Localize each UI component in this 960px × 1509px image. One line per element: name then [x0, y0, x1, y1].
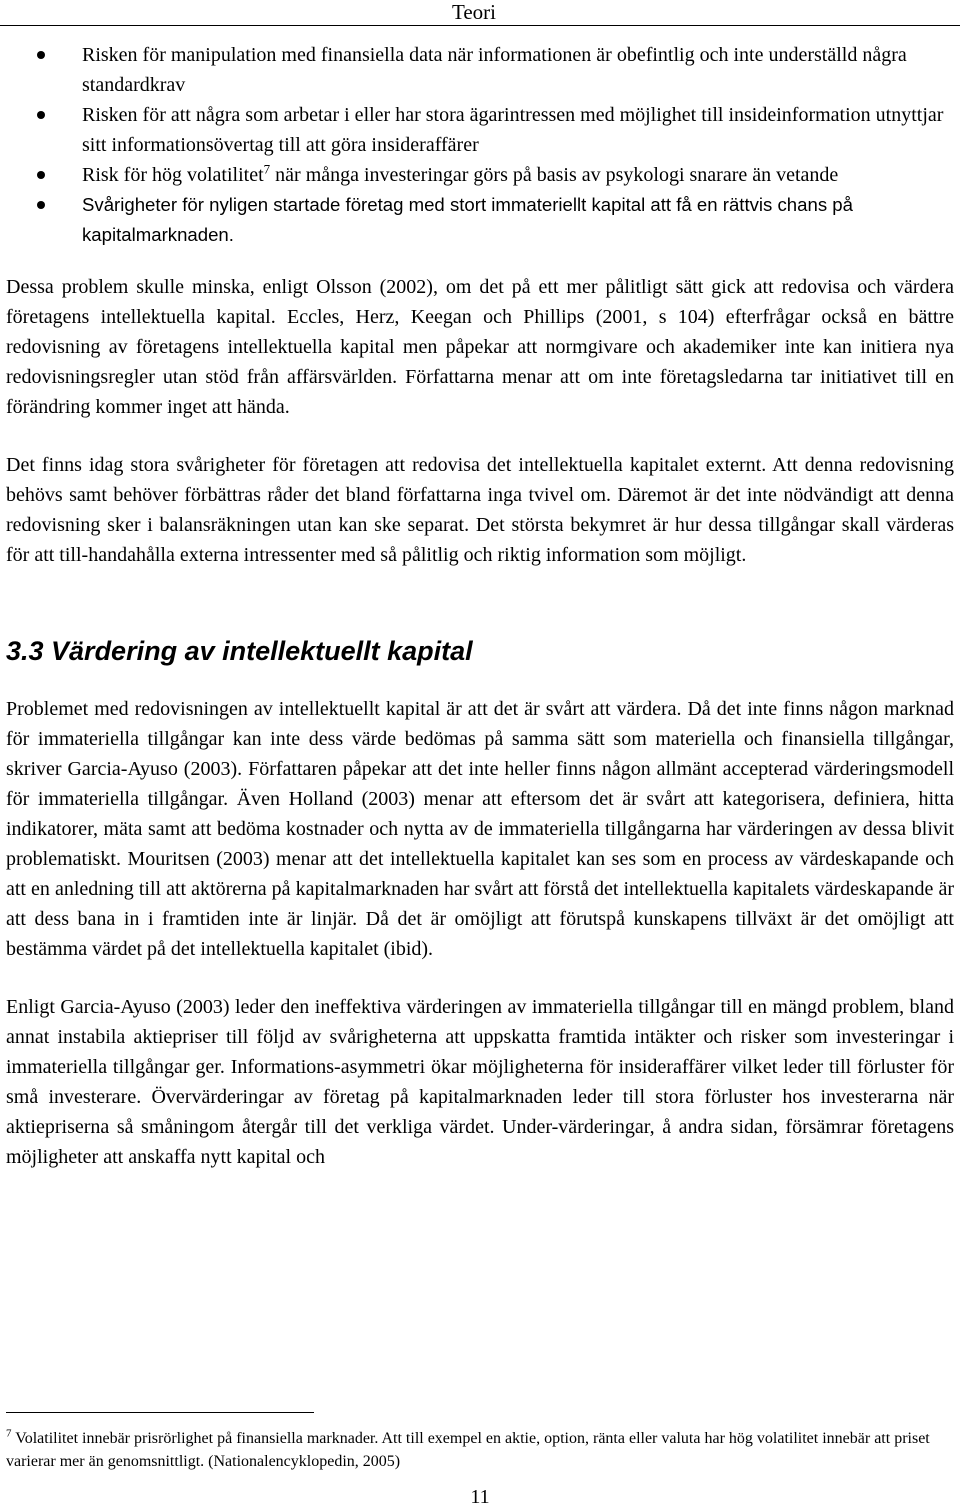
- bullet-text: Risken för manipulation med finansiella data när informationen är obefintlig och inte underställd några standardkrav: [82, 44, 907, 96]
- footnote-reference[interactable]: 7: [263, 161, 271, 177]
- body-paragraph: Dessa problem skulle minska, enligt Olsson (2002), om det på ett mer pålitligt sätt gick att redovisa och värdera företagens intellektuella kapital. Eccles, Herz, Keegan och Phillips (2001, s 104) efterfrågar också en bättre redovisning av företagens intellektuella kapital men påpekar att normgivare och akademiker inte kan initiera nya redovisningsregler utan stöd från affärsvärlden. Författarna menar att om inte företagsledarna tar initiativet till en förändring kommer inget att hända.: [6, 276, 954, 418]
- footnote-number: 7: [6, 1427, 12, 1440]
- footnote: [6, 1427, 954, 1473]
- bullet-text: Svårigheter för nyligen startade företag med stort immateriellt kapital att få en rättvis chans på kapitalmarknaden.: [82, 194, 853, 245]
- body-paragraph: Det finns idag stora svårigheter för företagen att redovisa det intellektuella kapitalet externt. Att denna redovisning behövs samt behöver förbättras råder det bland författarna inga tvivel om. Däremot är det inte nödvändigt att denna redovisning sker i balansräkningen utan kan ske separat. Det största bekymret är hur dessa tillgångar skall värderas för att till-handahålla externa intressenter med så pålitlig och riktig information som möjligt.: [6, 454, 954, 566]
- bullet-dot-icon: [37, 111, 45, 119]
- bullet-item: [6, 160, 954, 190]
- bullet-item: [6, 100, 954, 160]
- bullet-dot-icon: [37, 51, 45, 59]
- bullet-dot-icon: [37, 171, 45, 179]
- header-title: Teori: [451, 0, 496, 24]
- bullet-text-continued: när många investeringar görs på basis av psykologi snarare än vetande: [270, 164, 839, 186]
- bullet-list: [6, 40, 954, 250]
- bullet-item: [6, 190, 954, 250]
- page-content: [6, 40, 954, 1172]
- footnote-text: Volatilitet innebär prisrörlighet på finansiella marknader. Att till exempel en aktie, option, ränta eller valuta har hög volatilitet innebär att priset varierar mer än genomsnittligt. (Nationalencyklopedin, 2005): [6, 1430, 930, 1470]
- bullet-dot-icon: [37, 201, 45, 209]
- bullet-text: Risk för hög volatilitet: [82, 164, 264, 186]
- section-heading: 3.3 Värdering av intellektuellt kapital: [6, 636, 473, 666]
- footnote-divider: [6, 1412, 314, 1413]
- running-header: [0, 0, 960, 26]
- bullet-item: [6, 40, 954, 100]
- section-paragraph: Enligt Garcia-Ayuso (2003) leder den ineffektiva värderingen av immateriella tillgångar till en mängd problem, bland annat instabila aktiepriser till följd av svårigheterna att uppskatta framtida intäkter och risker som investeringar i immateriella tillgångar ger. Informations-asymmetri ökar möjligheterna för insideraffärer vilket leder till förluster för små investerare. Övervärderingar av företag på kapitalmarknaden leder till stora förluster hos investerarna när aktiepriserna så småningom återgår till det verkliga värdet. Under-värderingar, å andra sidan, försämrar företagens möjligheter att anskaffa nytt kapital och: [6, 996, 954, 1168]
- page-number: 11: [470, 1486, 490, 1508]
- bullet-text: Risken för att några som arbetar i eller har stora ägarintressen med möjlighet till insideinformation utnyttjar sitt informationsövertag till att göra insideraffärer: [82, 104, 944, 156]
- section-paragraph: Problemet med redovisningen av intellektuellt kapital är att det är svårt att värdera. Då det inte finns någon marknad för immateriella tillgångar kan inte dess värde bedömas på samma sätt som materiella och finansiella tillgångar, skriver Garcia-Ayuso (2003). Författaren påpekar att det inte heller finns någon allmänt accepterad värderingsmodell för immateriella tillgångar. Även Holland (2003) menar att eftersom det är svårt att kategorisera, definiera, hitta indikatorer, mäta samt att bedöma kostnader och nytta av de immateriella tillgångarna har värderingen av dessa blivit problematiskt. Mouritsen (2003) menar att det intellektuella kapitalet kan ses som en process av värdeskapande och att en anledning till att aktörerna på kapitalmarknaden har svårt att förstå det intellektuella kapitalets värdeskapande är att dess bana in i framtiden inte är linjär. Då det är omöjligt att förutspå kunskapens tillväxt är det omöjligt att bestämma värdet på det intellektuella kapitalet (ibid).: [6, 698, 954, 960]
